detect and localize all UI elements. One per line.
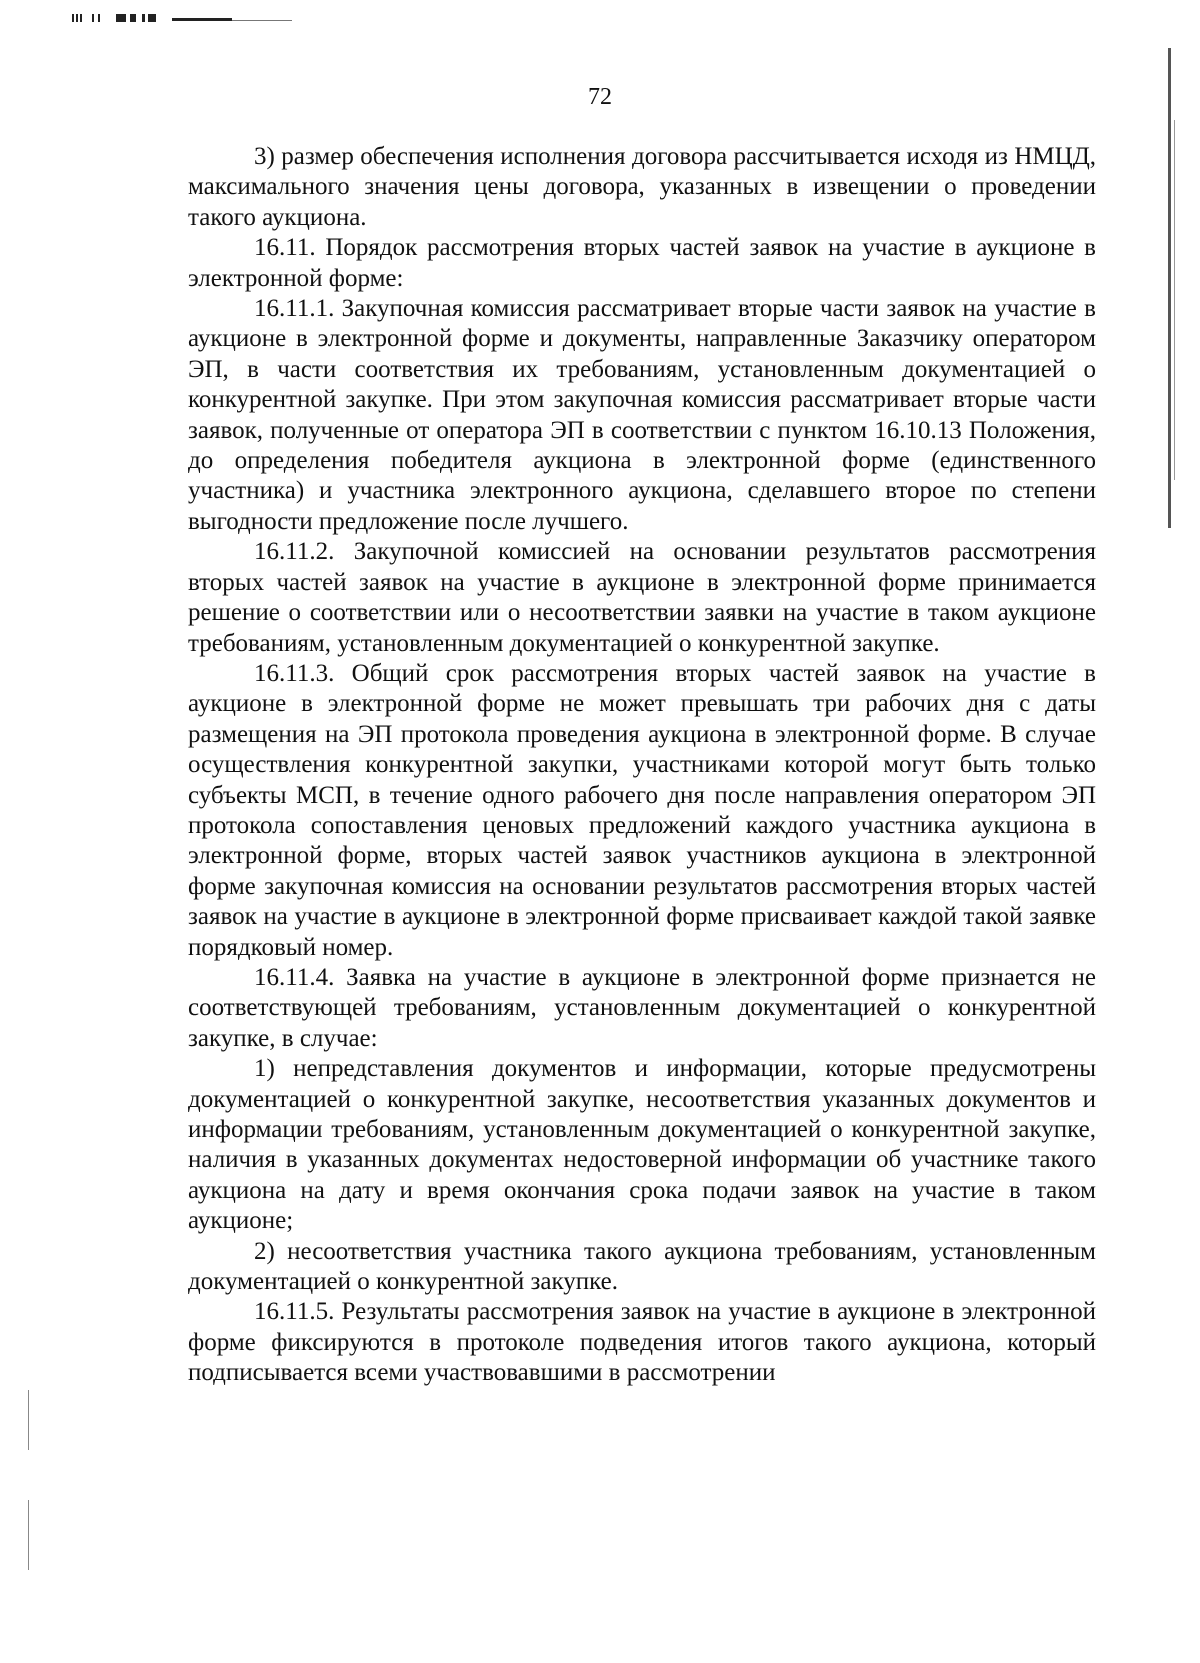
scan-edge-line (28, 1500, 29, 1570)
paragraph: 16.11.5. Результаты рассмотрения заявок на участие в аукционе в электронной форме фиксируются в протоколе подведения итогов такого аукциона, который подписывается всеми участвовавшими в рассмотрении (188, 1298, 1096, 1387)
paragraph: 16.11. Порядок рассмотрения вторых частей заявок на участие в аукционе в электронной форме: (188, 234, 1096, 292)
paragraph: 16.11.4. Заявка на участие в аукционе в электронной форме признается не соответствующей требованиям, установленным документацией о конкурентной закупке, в случае: (188, 963, 1096, 1052)
scan-edge-line (1168, 48, 1171, 528)
paragraph: 16.11.2. Закупочной комиссией на основании результатов рассмотрения вторых частей заявок на участие в аукционе в электронной форме принимается решение о соответствии или о несоответствии заявки на участие в таком аукционе требованиям, установленным документацией о конкурентной закупке. (188, 538, 1096, 657)
paragraph: 3) размер обеспечения исполнения договора рассчитывается исходя из НМЦД, максимального значения цены договора, указанных в извещении о проведении такого аукциона. (188, 143, 1096, 231)
paragraph: 1) непредставления документов и информации, которые предусмотрены документацией о конкурентной закупке, несоответствия указанных документов и информации требованиям, установленным документацией о конкурентной закупке, наличия в указанных документах недостоверной информации об участнике такого аукциона на дату и время окончания срока подачи заявок на участие в таком аукционе; (188, 1055, 1096, 1235)
scan-edge-line (28, 1390, 29, 1450)
page-number: 72 (588, 84, 612, 110)
paragraph: 2) несоответствия участника такого аукциона требованиям, установленным документацией о конкурентной закупке. (188, 1237, 1096, 1296)
scan-edge-line (1174, 120, 1175, 480)
paragraph: 16.11.1. Закупочная комиссия рассматривает вторые части заявок на участие в аукционе в электронной форме и документы, направленные Заказчику оператором ЭП, в части соответствия их требованиям, установленным документацией о конкурентной закупке. При этом закупочная комиссия рассматривает вторые части заявок, полученные от оператора ЭП в соответствии с пунктом 16.10.13 Положения, до определения победителя аукциона в электронной форме (единственного участника) и участника электронного аукциона, сделавшего второе по степени выгодности предложение после лучшего. (188, 295, 1096, 535)
document-body (188, 142, 1096, 1389)
paragraph: 16.11.3. Общий срок рассмотрения вторых частей заявок на участие в аукционе в электронной форме не может превышать три рабочих дня с даты размещения на ЭП протокола проведения аукциона в электронной форме. В случае осуществления конкурентной закупки, участниками которой могут быть только субъекты МСП, в течение одного рабочего дня после направления оператором ЭП протокола сопоставления ценовых предложений каждого участника аукциона в электронной форме, вторых частей заявок участников аукциона в электронной форме закупочная комиссия на основании результатов рассмотрения вторых частей заявок на участие в аукционе в электронной форме присваивает каждой такой заявке порядковый номер. (188, 659, 1096, 961)
scan-barcode-artifact (72, 14, 312, 22)
